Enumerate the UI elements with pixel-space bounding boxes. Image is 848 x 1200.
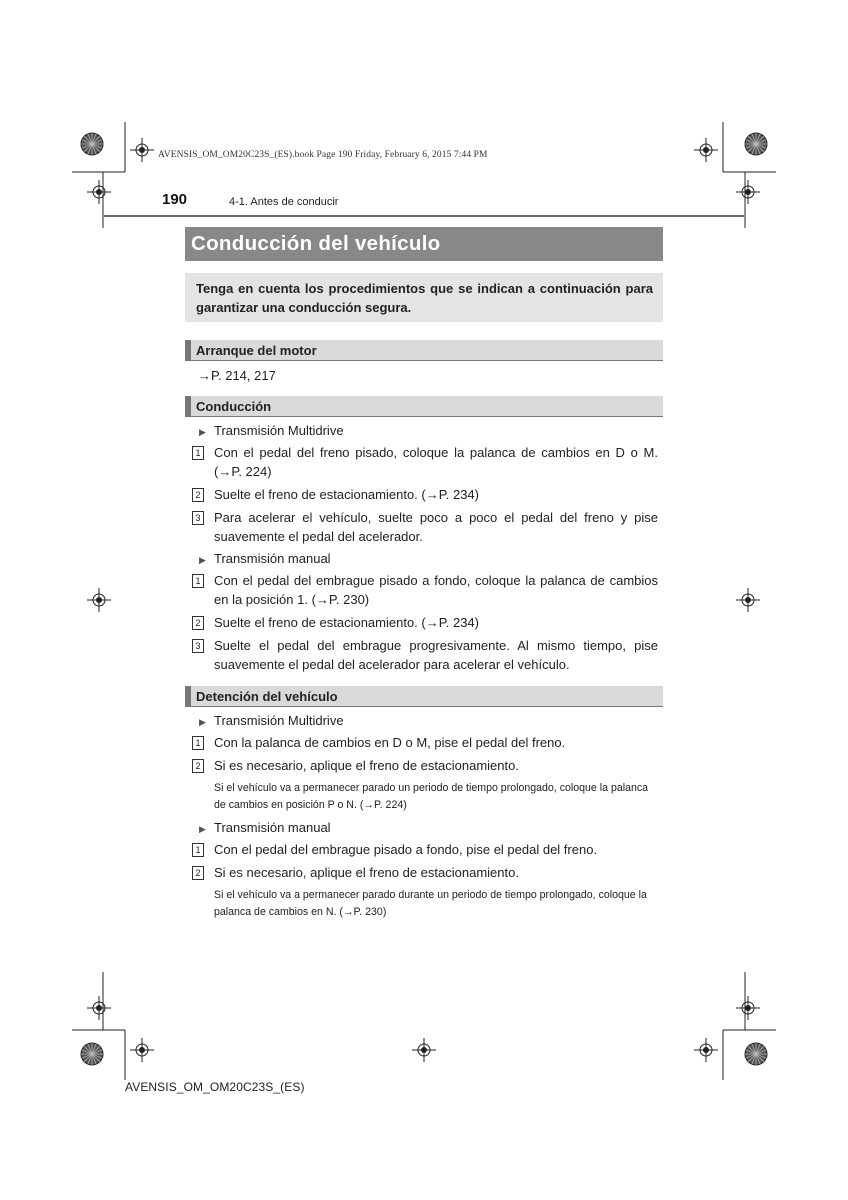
step-number: 1 (192, 843, 204, 857)
step-text: Con el pedal del freno pisado, coloque la palanca de cambios en D o M. (→P. 224) (214, 445, 658, 479)
triangle-bullet-icon: ▶ (199, 824, 206, 834)
step-number: 2 (192, 488, 204, 502)
bullet-label: Transmisión manual (214, 820, 331, 835)
step-number: 2 (192, 616, 204, 630)
step-text: Si es necesario, aplique el freno de estacionamiento. (214, 758, 519, 773)
step-number: 1 (192, 446, 204, 460)
footer-doc-code: AVENSIS_OM_OM20C23S_(ES) (125, 1080, 305, 1094)
step-number: 2 (192, 866, 204, 880)
subheading-label: Detención del vehículo (196, 689, 338, 704)
intro-box: Tenga en cuenta los procedimientos que se indican a continuación para garantizar una conducción segura. (185, 273, 663, 322)
page-title: Conducción del vehículo (185, 227, 663, 261)
page-reference: →P. 214, 217 (198, 368, 276, 383)
note-text: Si el vehículo va a permanecer parado un periodo de tiempo prolongado, coloque la palanca de cambios en posición P o N. (→P. 224) (214, 782, 649, 811)
header-rule (104, 215, 744, 217)
step-text: Con la palanca de cambios en D o M, pise el pedal del freno. (214, 735, 566, 750)
book-line: AVENSIS_OM_OM20C23S_(ES).book Page 190 Friday, February 6, 2015 7:44 PM (158, 150, 488, 160)
step-text: Suelte el freno de estacionamiento. (→P. 234) (214, 615, 479, 630)
subheading-detencion (185, 686, 663, 707)
step-number: 3 (192, 639, 204, 653)
step-text: Si es necesario, aplique el freno de estacionamiento. (214, 865, 519, 880)
bullet-label: Transmisión manual (214, 551, 331, 566)
section-heading: 4-1. Antes de conducir (229, 196, 339, 208)
subheading-label: Arranque del motor (196, 343, 317, 358)
bullet-label: Transmisión Multidrive (214, 423, 344, 438)
subheading-label: Conducción (196, 399, 272, 414)
step-text: Suelte el freno de estacionamiento. (→P. 234) (214, 487, 479, 502)
step-text: Suelte el pedal del embrague progresivamente. Al mismo tiempo, pise suavemente el pedal del acelerador para acelerar el vehículo. (214, 638, 658, 672)
subheading-conduccion (185, 396, 663, 417)
note-text: Si el vehículo va a permanecer parado durante un periodo de tiempo prolongado, coloque la palanca de cambios en N. (→P. 230) (214, 889, 647, 918)
step-number: 1 (192, 736, 204, 750)
step-number: 2 (192, 759, 204, 773)
subheading-arranque (185, 340, 663, 361)
page-number: 190 (162, 191, 188, 208)
triangle-bullet-icon: ▶ (199, 717, 206, 727)
step-text: Para acelerar el vehículo, suelte poco a poco el pedal del freno y pise suavemente el pedal del acelerador. (214, 510, 658, 544)
step-text: Con el pedal del embrague pisado a fondo, coloque la palanca de cambios en la posición 1. (→P. 230) (214, 573, 658, 607)
triangle-bullet-icon: ▶ (199, 555, 206, 565)
bullet-label: Transmisión Multidrive (214, 713, 344, 728)
triangle-bullet-icon: ▶ (199, 427, 206, 437)
step-number: 1 (192, 574, 204, 588)
step-text: Con el pedal del embrague pisado a fondo, pise el pedal del freno. (214, 842, 598, 857)
step-number: 3 (192, 511, 204, 525)
